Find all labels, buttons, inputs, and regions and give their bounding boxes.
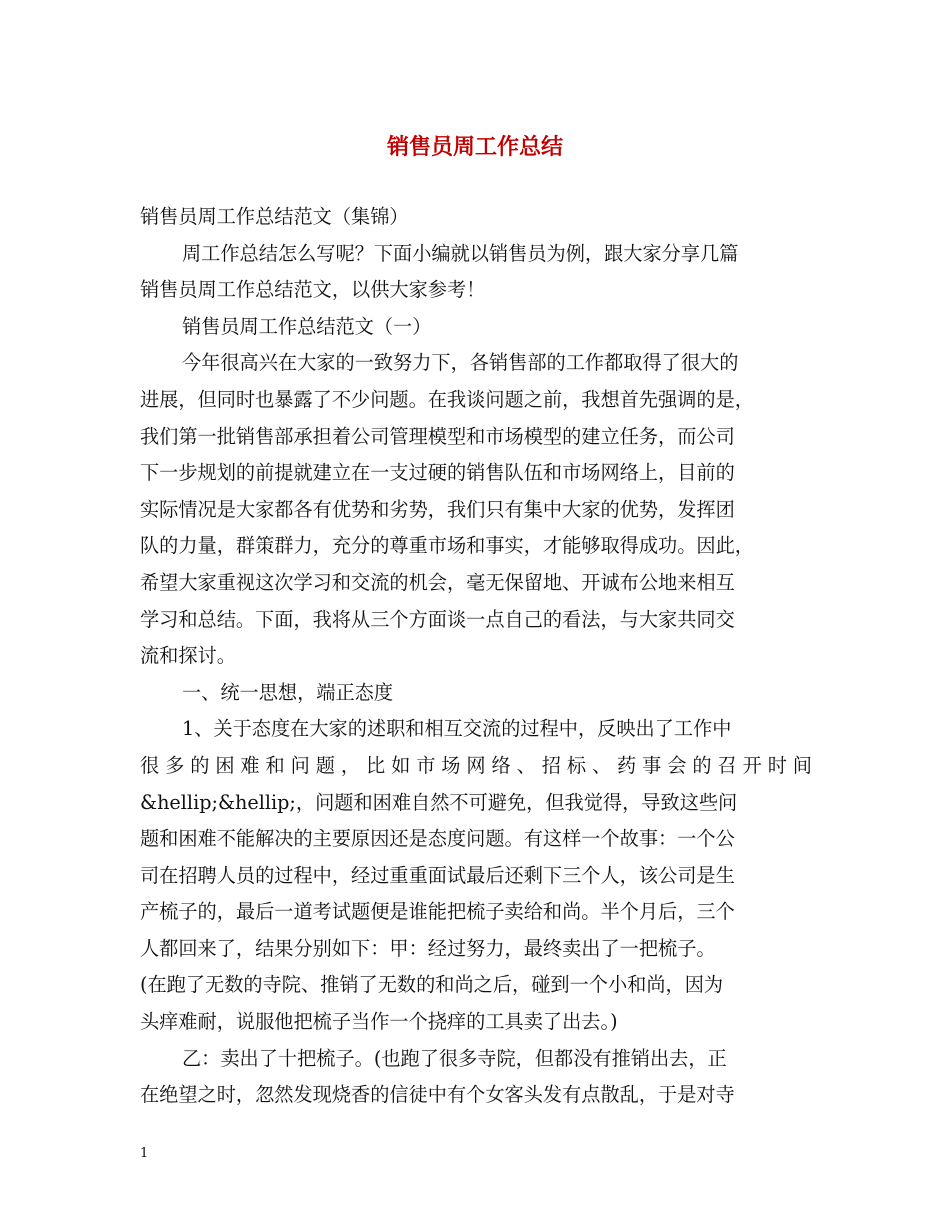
body-line-18: 题和困难不能解决的主要原因还是态度问题。有这样一个故事：一个公 (140, 827, 735, 851)
section-heading-unify-thinking: 一、统一思想，端正态度 (182, 680, 394, 704)
body-line-11: 希望大家重视这次学习和交流的机会，毫无保留地、开诚布公地来相互 (140, 570, 735, 594)
body-line-1: 销售员周工作总结范文（集锦） (140, 205, 409, 228)
section-heading-example-1: 销售员周工作总结范文（一） (182, 314, 432, 338)
body-line-2: 周工作总结怎么写呢？下面小编就以销售员为例，跟大家分享几篇 (182, 241, 739, 265)
body-line-20: 产梳子的，最后一道考试题便是谁能把梳子卖给和尚。半个月后，三个 (140, 900, 735, 924)
body-line-9: 实际情况是大家都各有优势和劣势，我们只有集中大家的优势，发挥团 (140, 497, 735, 521)
body-line-16: 很多的困难和问题，比如市场网络、招标、药事会的召开时间 (140, 753, 812, 777)
document-title: 销售员周工作总结 (386, 135, 563, 160)
body-line-5: 今年很高兴在大家的一致努力下，各销售部的工作都取得了很大的 (182, 351, 739, 375)
body-line-25: 在绝望之时，忽然发现烧香的信徒中有个女客头发有点散乱，于是对寺 (140, 1083, 735, 1107)
body-line-24: 乙：卖出了十把梳子。(也跑了很多寺院，但都没有推销出去，正 (182, 1046, 727, 1070)
body-line-17: &hellip;&hellip;，问题和困难自然不可避免，但我觉得，导致这些问 (140, 790, 738, 814)
body-line-12: 学习和总结。下面，我将从三个方面谈一点自己的看法，与大家共同交 (140, 607, 735, 631)
body-line-13: 流和探讨。 (140, 644, 236, 668)
body-line-15: 1、关于态度在大家的述职和相互交流的过程中，反映出了工作中 (182, 717, 732, 741)
page-number: 1 (140, 1146, 149, 1161)
body-line-10: 队的力量，群策群力，充分的尊重市场和事实，才能够取得成功。因此， (140, 534, 754, 558)
body-line-22: (在跑了无数的寺院、推销了无数的和尚之后，碰到一个小和尚，因为 (140, 973, 724, 997)
body-line-19: 司在招聘人员的过程中，经过重重面试最后还剩下三个人，该公司是生 (140, 863, 735, 887)
body-line-6: 进展，但同时也暴露了不少问题。在我谈问题之前，我想首先强调的是， (140, 387, 754, 411)
body-line-8: 下一步规划的前提就建立在一支过硬的销售队伍和市场网络上，目前的 (140, 461, 735, 485)
body-line-23: 头痒难耐，说服他把梳子当作一个挠痒的工具卖了出去。) (140, 1010, 618, 1034)
body-line-3: 销售员周工作总结范文，以供大家参考！ (140, 278, 486, 302)
body-line-7: 我们第一批销售部承担着公司管理模型和市场模型的建立任务，而公司 (140, 424, 735, 448)
document-body (140, 199, 812, 1114)
body-line-21: 人都回来了，结果分别如下：甲：经过努力，最终卖出了一把梳子。 (140, 936, 716, 960)
